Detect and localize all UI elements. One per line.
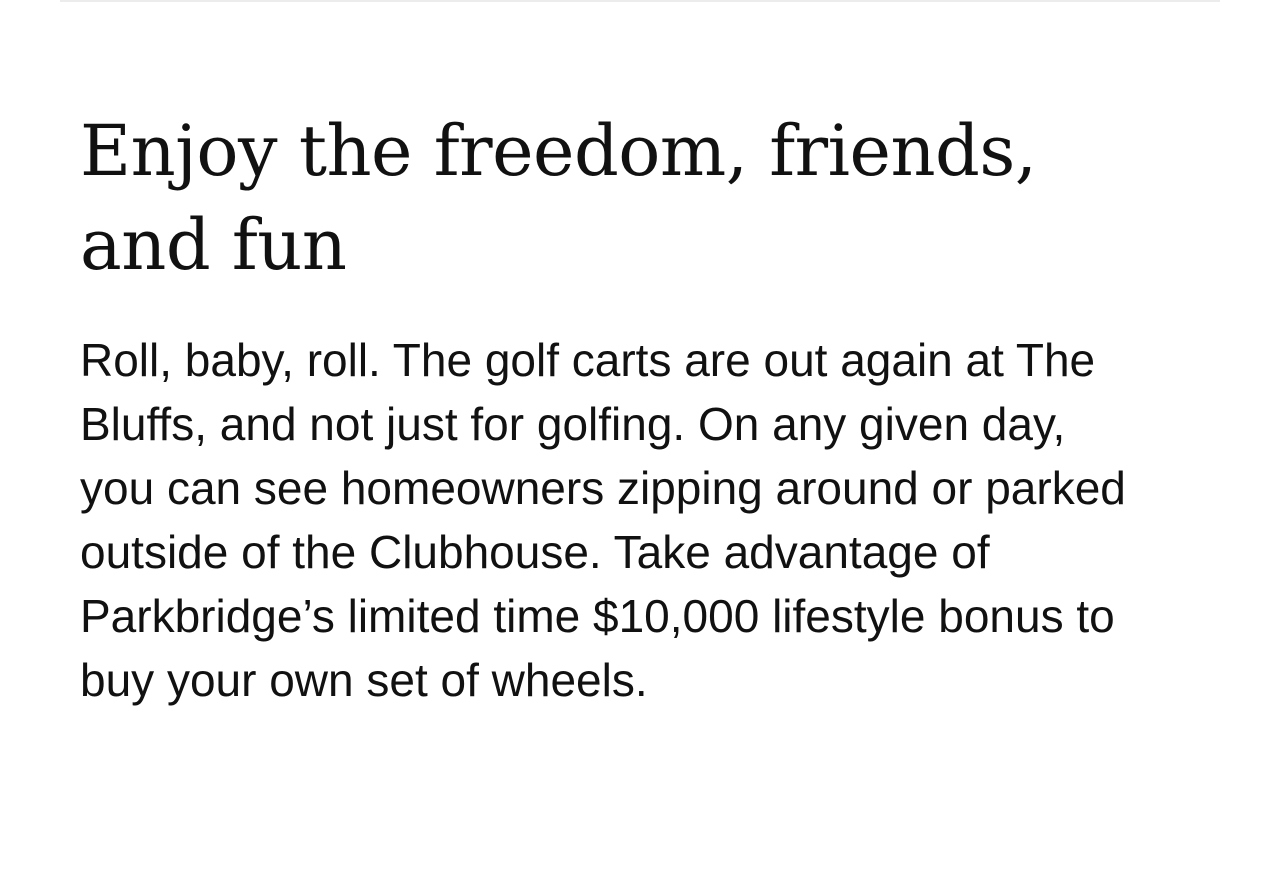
article-section (80, 104, 1160, 712)
article-headline: Enjoy the freedom, friends, and fun (80, 110, 1037, 286)
top-divider (60, 0, 1220, 2)
article-body: Roll, baby, roll. The golf carts are out again at The Bluffs, and not just for golfing. On any given day, you can see homeowners zipping around or parked outside of the Clubhouse. Take advantage of Parkbridge’s limited time $10,000 lifestyle bonus to buy your own set of wheels. (80, 334, 1126, 706)
